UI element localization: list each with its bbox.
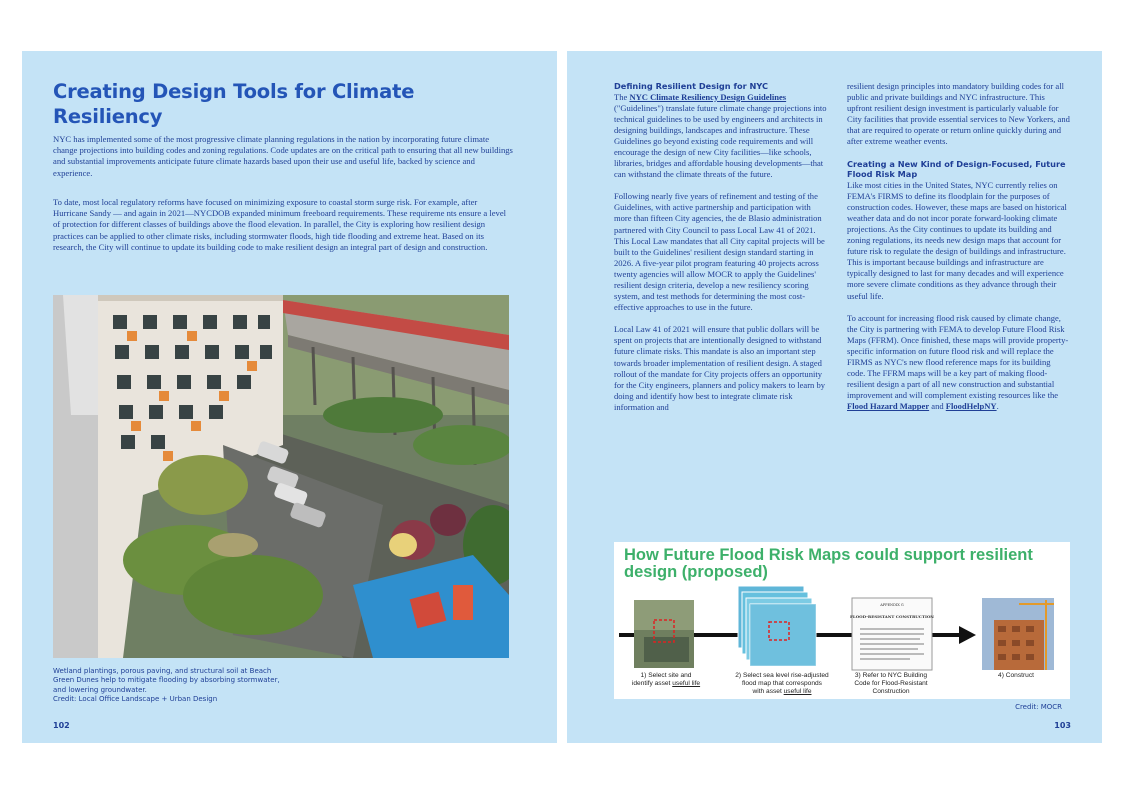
intro-paragraph-2: To date, most local regulatory reforms have focused on minimizing exposure to coastal storm surge risk. For example, after Hurricane Sandy — and again in 2021—NYCDOB expanded minimum freeboard requirements. These requireme nts ensure a level of protection for different classes of buildings above the flood elevation. In parallel, the City is exploring how resilient design practices can be applied to other climate risks, including stormwater floods, high tide flooding and extreme heat. Based on its research, the City will continue to update its building code to make resilient design an integral part of design and construction.: [53, 197, 507, 252]
flood-hazard-mapper-link[interactable]: Flood Hazard Mapper: [847, 401, 930, 412]
step-1-useful-life: useful life: [672, 680, 701, 687]
step-text: Code for Flood-Resistant: [854, 680, 928, 687]
doc-title-label: FLOOD-RESISTANT CONSTRUCTION: [850, 614, 934, 619]
paragraph-text: To account for increasing flood risk caused by climate change, the City is partnering with FEMA to develop Future Flood Risk Maps (FFRM). Once finished, these maps will provide property-specific information on future flood risk and will replace the FIRMS as NYC's new flood reference maps for its building code. The FFRM maps will be a key part of making flood-resilient design a part of all new construction and substantial improvement and will complement existing resources like the: [847, 312, 1069, 401]
step-text: 3) Refer to NYC Building: [854, 672, 928, 679]
caption-text: Wetland plantings, porous paving, and structural soil at Beach Green Dunes help to mitigate flooding by absorbing stormwater, and lowering groundwater.: [53, 667, 280, 694]
paragraph-guidelines: [614, 92, 829, 181]
page-number-right: 103: [1054, 721, 1071, 730]
step-2-label: [732, 672, 832, 696]
beach-green-dunes-photo: [53, 295, 509, 658]
paragraph-text: .: [996, 401, 999, 412]
section-heading-flood-risk-map: Creating a New Kind of Design-Focused, Future Flood Risk Map: [847, 158, 1066, 180]
floodhelpny-link[interactable]: FloodHelpNY: [945, 401, 997, 412]
step-text: with asset: [752, 688, 784, 695]
step-text: Construction: [872, 688, 910, 695]
step-3-label: [846, 672, 936, 696]
step-text: flood map that corresponds: [742, 680, 822, 687]
column-2: [847, 81, 1070, 423]
section-heading-resilient-design: Defining Resilient Design for NYC: [614, 81, 769, 91]
step-4-label: 4) Construct: [998, 672, 1034, 679]
step-text: 1) Select site and: [640, 672, 692, 679]
page-number-left: 102: [53, 721, 70, 730]
doc-appendix-label: APPENDIX G: [880, 603, 904, 607]
flood-map-process-figure: [614, 542, 1070, 699]
guidelines-link[interactable]: NYC Climate Resiliency Design Guidelines: [629, 91, 787, 102]
paragraph-fema-firms: Like most cities in the United States, NYC currently relies on FEMA's FIRMS to define its floodplain for the purposes of construction codes. However, these maps are based on historical weather data and do not incor porate forward-looking climate projections. As the City continues to update its building and zoning regulations, its needs new design maps that account for future risk to regulate the design of buildings and infrastructure. This is important because buildings and infrastructure are typically designed to last for many decades and will experience more severe climate conditions as they advance through their useful life.: [847, 179, 1067, 301]
step-2-useful-life: useful life: [783, 688, 812, 695]
intro-paragraph-1: NYC has implemented some of the most progressive climate planning regulations in the nation by incorporating future climate change projections into building codes and zoning regulations. Code updates are on the critical path to ensuring that all new buildings and substantial improvements anticipate future climate hazards based upon their use and useful life, backed by science and experience.: [53, 134, 513, 178]
paragraph-ffrm: [847, 313, 1070, 413]
step-text: identify asset: [631, 680, 673, 687]
column-1: [614, 81, 829, 424]
photo-credit: Credit: Local Office Landscape + Urban Design: [53, 695, 218, 704]
right-page: [567, 51, 1102, 743]
paragraph-text: The: [614, 91, 630, 102]
paragraph-design-principles: resilient design principles into mandatory building codes for all public and private buildings and NYC infrastructure. This upfront resilient design investment is particularly valuable for City facilities that provide essential services to New Yorkers, and that are required to operate or return online quickly during and after extreme weather events.: [847, 81, 1070, 147]
paragraph-text: ("Guidelines") translate future climate change projections into technical guidelines to be used by engineers and architects in designing buildings, landscapes and infrastructure. These Guidelines go beyond existing code requirements and will encourage the design of new City facilities—like schools, libraries, bridges and affordable housing developments—that can withstand the climate threats of the future.: [614, 102, 827, 180]
photo-caption: [53, 667, 283, 705]
paragraph-text: and: [929, 401, 946, 412]
figure-title: How Future Flood Risk Maps could support resilient design (proposed): [624, 546, 1033, 581]
step-text: 2) Select sea level rise-adjusted: [735, 672, 829, 679]
paragraph-local-law: Following nearly five years of refinement and testing of the Guidelines, with active partnership and participation with more than fifteen City agencies, the de Blasio administration partnered with City Council to pass Local Law 41 of 2021. This Local Law mandates that all City capital projects will be built to the Guidelines' resilient design standard starting in 2026. A five-year pilot program featuring 40 projects across twenty agencies will allow MOCR to apply the Guidelines' resilient design criteria, develop a new resiliency scoring system, and test methods for determining the most cost-effective approaches to use in the future.: [614, 191, 825, 313]
page-title: Creating Design Tools for Climate Resiliency: [53, 80, 415, 128]
left-page: [22, 51, 557, 743]
paragraph-public-dollars: Local Law 41 of 2021 will ensure that public dollars will be spent on projects that are intentionally designed to withstand future climate risks. This mandate is also an important step towards broader implementation of resilient design. A staged rollout of the mandate for City projects offers an opportunity for the City engineers, planners and policy makers to learn by doing and identify how best to integrate climate risk information and: [614, 324, 825, 412]
step-1-label: [628, 672, 704, 688]
figure-credit: Credit: MOCR: [1015, 703, 1062, 711]
